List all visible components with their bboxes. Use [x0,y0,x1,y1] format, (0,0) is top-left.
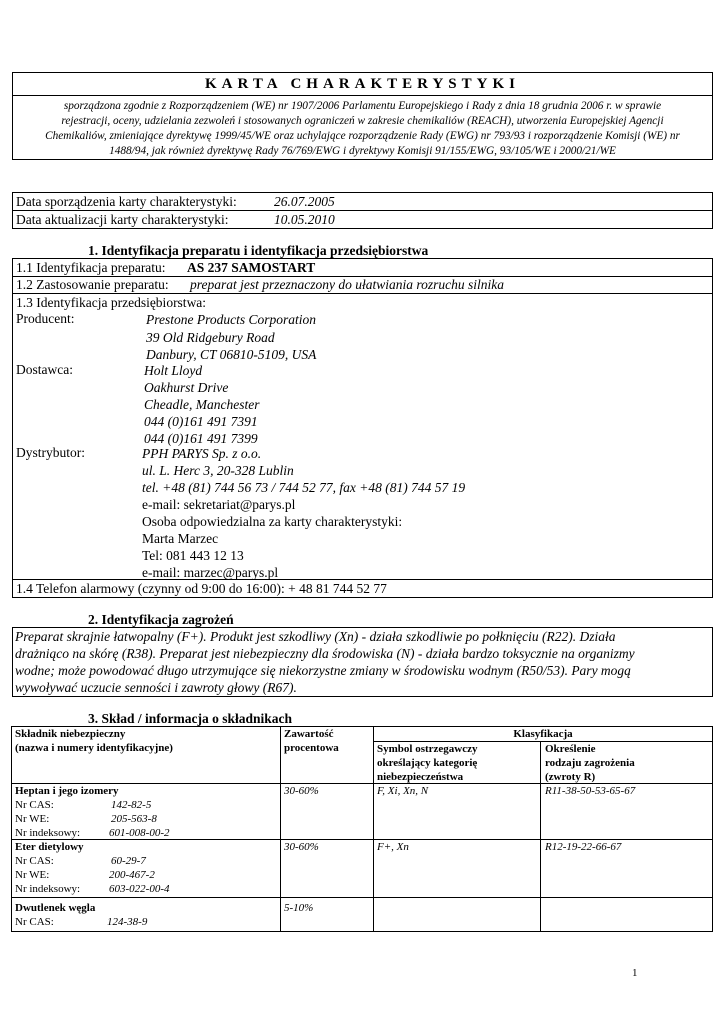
table-vline-1 [280,726,281,932]
col-symbol-header: Symbol ostrzegawczy określający kategorię niebezpieczeństwa [377,743,478,783]
table-row: Dwutlenek węgla Nr CAS: 124-38-9 [15,901,277,931]
row-rphrases: R11-38-50-53-65-67 [545,785,636,797]
preparation-id-label: 1.1 Identyfikacja preparatu: [16,260,166,275]
producer-address: Prestone Products Corporation 39 Old Ridgebury Road Danbury, CT 06810-5109, USA [146,312,317,362]
row-symbol: F+, Xn [377,841,409,853]
table-vline-3 [540,741,541,932]
page-number: 1 [632,967,638,979]
hazards-text: Preparat skrajnie łatwopalny (F+). Produkt jest szkodliwy (Xn) - działa szkodliwie po połknięciu (R22). Działa drażniąco na skórę (R38). Preparat jest niebezpieczny dla środowiska (N) - działa bardzo toksycznie na organizmy wodne; może powodować długo utrzymujące się niekorzystne zmiany w środowisku wodnym (R50/53). Pary mogą wywoływać uczucie senności i zawroty głowy (R67). [15,629,635,695]
component-name: Dwutlenek węgla [15,902,96,914]
row-symbol: F, Xi, Xn, N [377,785,429,797]
table-hline-row-2 [11,897,713,898]
table-row: Eter dietylowy Nr CAS: 60-29-7 Nr WE: 200-467-2 Nr indeksowy: 603-022-00-4 [15,840,277,896]
supplier-address: Holt Lloyd Oakhurst Drive Cheadle, Manchester 044 (0)161 491 7391 044 (0)161 491 7399 [144,363,260,446]
supplier-label: Dostawca: [16,362,73,377]
col-component-header: Składnik niebezpieczny (nazwa i numery identyfikacyjne) [15,728,173,754]
company-id-label: 1.3 Identyfikacja przedsiębiorstwa: [16,295,207,310]
updated-date-label: Data aktualizacji karty charakterystyki: [16,212,229,227]
preparation-id-value: AS 237 SAMOSTART [187,260,316,275]
distributor-address: PPH PARYS Sp. z o.o. ul. L. Herc 3, 20-328 Lublin tel. +48 (81) 744 56 73 / 744 52 77, fax +48 (81) 744 57 19 [142,446,466,495]
document-title: KARTA CHARAKTERYSTYKI [205,76,520,92]
preparation-use-label: 1.2 Zastosowanie preparatu: [16,277,169,292]
producer-label: Producent: [16,311,75,326]
section1-heading: 1. Identyfikacja preparatu i identyfikacja przedsiębiorstwa [88,243,429,258]
contact-info: e-mail: sekretariat@parys.pl Osoba odpowiedzialna za karty charakterystyki: Marta Marzec Tel: 081 443 12 13 e-mail: marzec@parys.pl [142,497,403,580]
distributor-label: Dystrybutor: [16,445,85,460]
component-name: Eter dietylowy [15,841,84,853]
updated-date-value: 10.05.2010 [274,212,335,227]
created-date-label: Data sporządzenia karty charakterystyki: [16,194,237,209]
emergency-phone: 1.4 Telefon alarmowy (czynny od 9:00 do 16:00): + 48 81 744 52 77 [16,581,387,596]
col-rphrases-header: Określenie rodzaju zagrożenia (zwroty R) [545,743,635,783]
row-percent: 30-60% [284,841,319,853]
row-percent: 5-10% [284,902,314,914]
table-vline-2 [373,726,374,932]
section2-heading: 2. Identyfikacja zagrożeń [88,612,234,627]
row-percent: 30-60% [284,785,319,797]
classification-header: Klasyfikacja [513,728,573,740]
created-date-value: 26.07.2005 [274,194,335,209]
table-row: Heptan i jego izomery Nr CAS: 142-82-5 Nr WE: 205-563-8 Nr indeksowy: 601-008-00-2 [15,784,277,838]
component-name: Heptan i jego izomery [15,785,119,797]
section3-heading: 3. Skład / informacja o składnikach [88,711,293,726]
header-divider [12,95,713,96]
col-percent-header: Zawartość procentowa [284,728,339,754]
preparation-use-value: preparat jest przeznaczony do ułatwiania rozruchu silnika [190,277,504,292]
dates-divider [12,210,713,211]
row-rphrases: R12-19-22-66-67 [545,841,622,853]
document-subtitle: sporządzona zgodnie z Rozporządzeniem (WE) nr 1907/2006 Parlamentu Europejskiego i Rady z dnia 18 grudnia 2006 r. w sprawie rejestracji, oceny, udzielania zezwoleń i stosowanych ograniczeń w zakresie chemikaliów (REACH), utworzenia Europejskiej Agencji Chemikaliów, zmieniające dyrektywę 1999/45/WE oraz uchylające rozporządzenie Rady (EWG) nr 793/93 i rozporządzenie Komisji (WE) nr 1488/94, jak również dyrektywę Rady 76/769/EWG i dyrektywy Komisji 91/155/EWG, 93/105/WE i 2000/21/WE [45,100,680,157]
section1-divider-2 [12,293,713,294]
